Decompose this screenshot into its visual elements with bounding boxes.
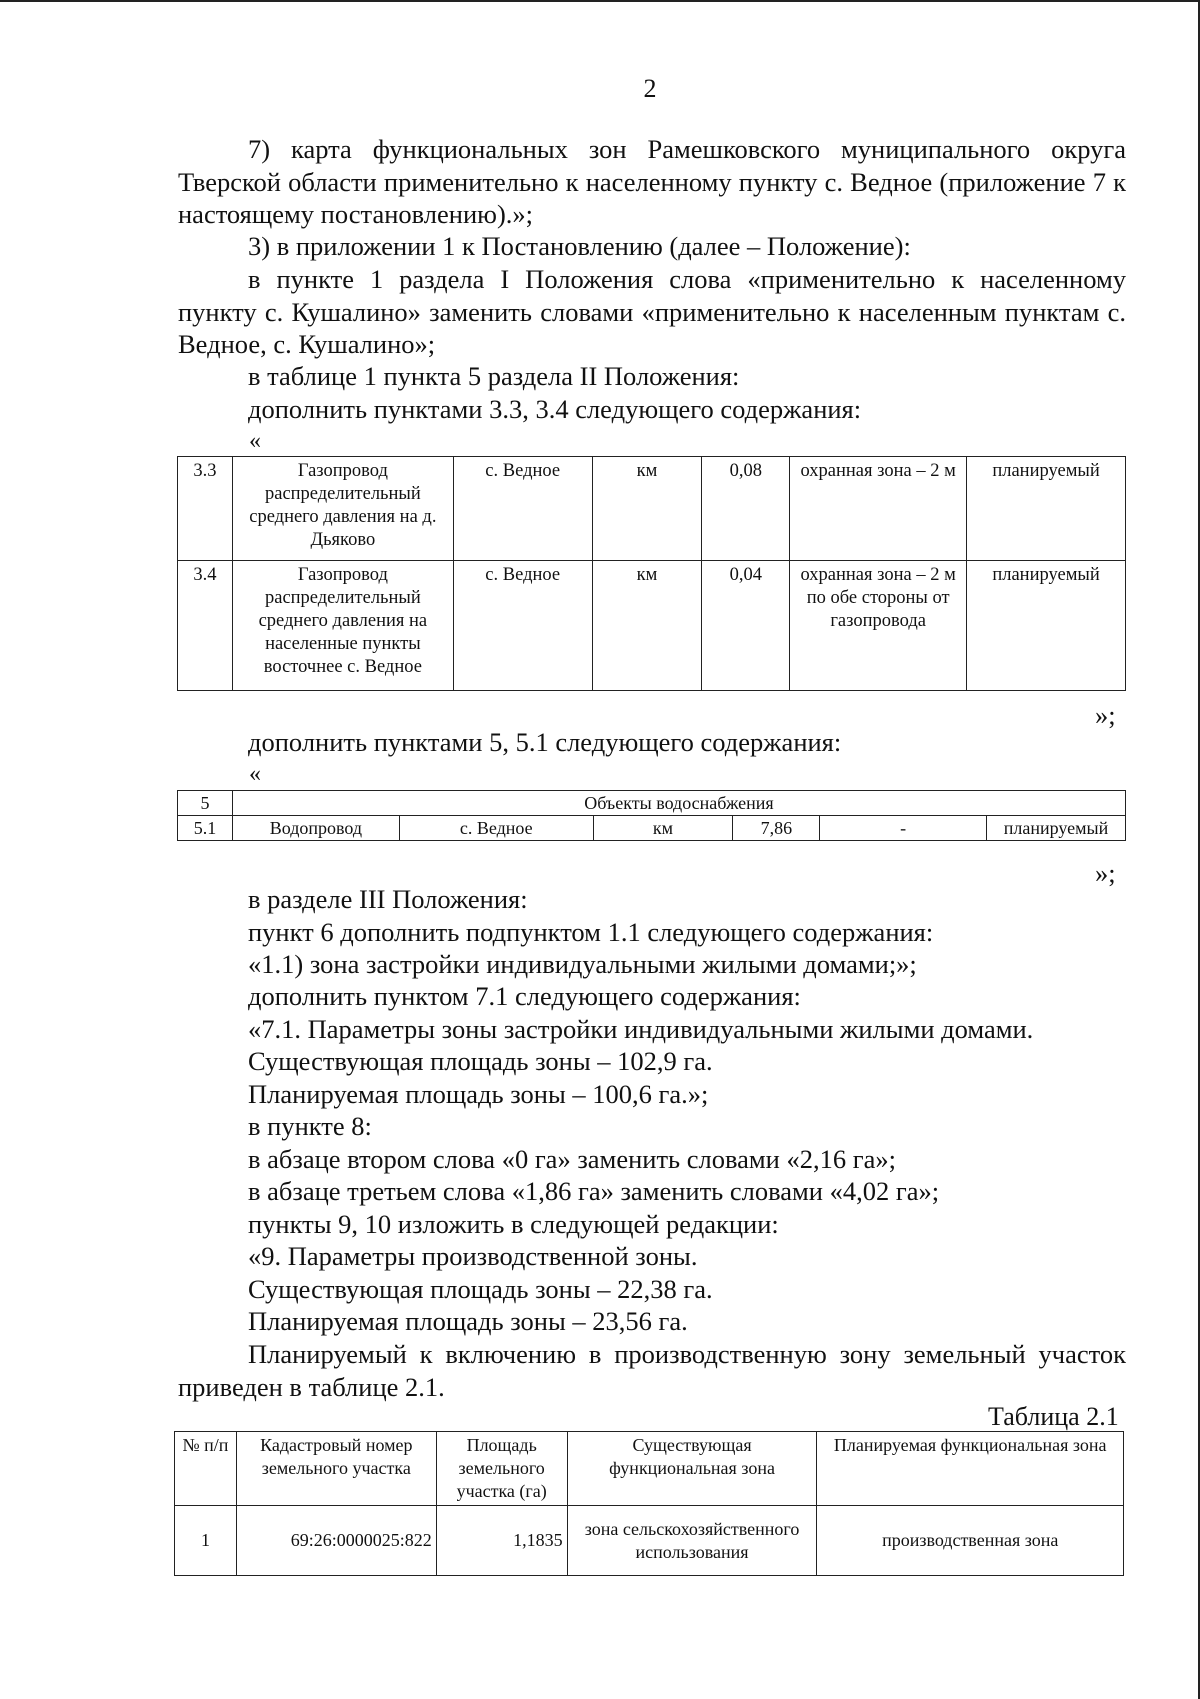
paragraph-add-items-3: дополнить пунктами 3.3, 3.4 следующего содержания: <box>248 394 862 424</box>
cadastral-number: 69:26:0000025:822 <box>236 1506 436 1576</box>
paragraph-add-item-7-1: дополнить пунктом 7.1 следующего содержания: <box>248 981 801 1011</box>
row-number: 5.1 <box>178 816 233 841</box>
location: с. Ведное <box>453 457 592 561</box>
table-caption: Таблица 2.1 <box>988 1402 1119 1431</box>
value: 0,08 <box>702 457 790 561</box>
unit: км <box>593 816 733 841</box>
table-header-row <box>175 1432 1124 1506</box>
object-name: Водопровод <box>232 816 399 841</box>
unit: км <box>592 561 702 691</box>
paragraph-subitem-1-1: «1.1) зона застройки индивидуальными жилыми домами;»; <box>248 949 917 979</box>
value: 0,04 <box>702 561 790 691</box>
paragraph-planned-area-1: Планируемая площадь зоны – 100,6 га.»; <box>248 1079 709 1109</box>
table-row <box>178 457 1126 561</box>
row-number: 3.4 <box>178 561 233 691</box>
object-name: Газопровод распределительный среднего давления на населенные пункты восточнее с. Ведное <box>232 561 453 691</box>
land-plot-table <box>174 1431 1124 1576</box>
page-number: 2 <box>643 74 657 103</box>
quote-open-2: « <box>249 761 261 787</box>
paragraph-item-6: пункт 6 дополнить подпунктом 1.1 следующего содержания: <box>248 917 934 947</box>
paragraph-items-9-10: пункты 9, 10 изложить в следующей редакции: <box>248 1209 779 1239</box>
paragraph-item-7-1: «7.1. Параметры зоны застройки индивидуальными жилыми домами. <box>248 1014 1034 1044</box>
scan-border-top <box>0 0 1200 2</box>
value: 7,86 <box>733 816 820 841</box>
header-planned-zone: Планируемая функциональная зона <box>817 1432 1124 1506</box>
planned-zone: производственная зона <box>817 1506 1124 1576</box>
location: с. Ведное <box>453 561 592 691</box>
water-supply-table <box>177 790 1126 841</box>
existing-zone: зона сельскохозяйственного использования <box>567 1506 817 1576</box>
paragraph-table1-intro: в таблице 1 пункта 5 раздела II Положения: <box>248 361 740 391</box>
status: планируемый <box>967 561 1126 691</box>
header-area: Площадь земельного участка (га) <box>436 1432 567 1506</box>
protection-zone: охранная зона – 2 м по обе стороны от газопровода <box>790 561 967 691</box>
object-name: Газопровод распределительный среднего давления на д. Дьяково <box>232 457 453 561</box>
section-title: Объекты водоснабжения <box>232 791 1125 816</box>
table-row <box>175 1506 1124 1576</box>
location: с. Ведное <box>399 816 593 841</box>
plot-area: 1,1835 <box>436 1506 567 1576</box>
quote-close-2: »; <box>1095 858 1116 888</box>
table-row <box>178 561 1126 691</box>
table-row <box>178 816 1126 841</box>
paragraph-item-3: 3) в приложении 1 к Постановлению (далее – Положение): <box>248 231 911 261</box>
quote-close-1: »; <box>1095 700 1116 730</box>
header-existing-zone: Существующая функциональная зона <box>567 1432 817 1506</box>
row-number: 1 <box>175 1506 237 1576</box>
paragraph-item-9: «9. Параметры производственной зоны. <box>248 1241 698 1271</box>
status: планируемый <box>987 816 1126 841</box>
protection-zone: - <box>820 816 987 841</box>
gas-pipeline-table <box>177 456 1126 691</box>
quote-open-1: « <box>249 428 261 454</box>
paragraph-item-7: 7) карта функциональных зон Рамешковского муниципального округа Тверской области применительно к населенному пункту с. Ведное (приложение 7 к настоящему постановлению).»; <box>178 134 1126 229</box>
unit: км <box>592 457 702 561</box>
status: планируемый <box>967 457 1126 561</box>
paragraph-existing-area-2: Существующая площадь зоны – 22,38 га. <box>248 1274 713 1304</box>
paragraph-land-plot: Планируемый к включению в производственную зону земельный участок приведен в таблице 2.1. <box>178 1339 1126 1402</box>
paragraph-add-items-5: дополнить пунктами 5, 5.1 следующего содержания: <box>248 727 842 757</box>
header-cadastral: Кадастровый номер земельного участка <box>236 1432 436 1506</box>
paragraph-abzac-3: в абзаце третьем слова «1,86 га» заменить словами «4,02 га»; <box>248 1176 940 1206</box>
row-number: 3.3 <box>178 457 233 561</box>
protection-zone: охранная зона – 2 м <box>790 457 967 561</box>
paragraph-abzac-2: в абзаце втором слова «0 га» заменить словами «2,16 га»; <box>248 1144 896 1174</box>
section-number: 5 <box>178 791 233 816</box>
paragraph-section-1-change: в пункте 1 раздела I Положения слова «применительно к населенному пункту с. Кушалино» заменить словами «применительно к населенным пунктам с. Ведное, с. Кушалино»; <box>178 264 1126 359</box>
paragraph-existing-area-1: Существующая площадь зоны – 102,9 га. <box>248 1046 713 1076</box>
header-number: № п/п <box>175 1432 237 1506</box>
paragraph-section-3: в разделе III Положения: <box>248 884 528 914</box>
paragraph-planned-area-2: Планируемая площадь зоны – 23,56 га. <box>248 1306 688 1336</box>
paragraph-item-8: в пункте 8: <box>248 1111 372 1141</box>
table-section-row <box>178 791 1126 816</box>
